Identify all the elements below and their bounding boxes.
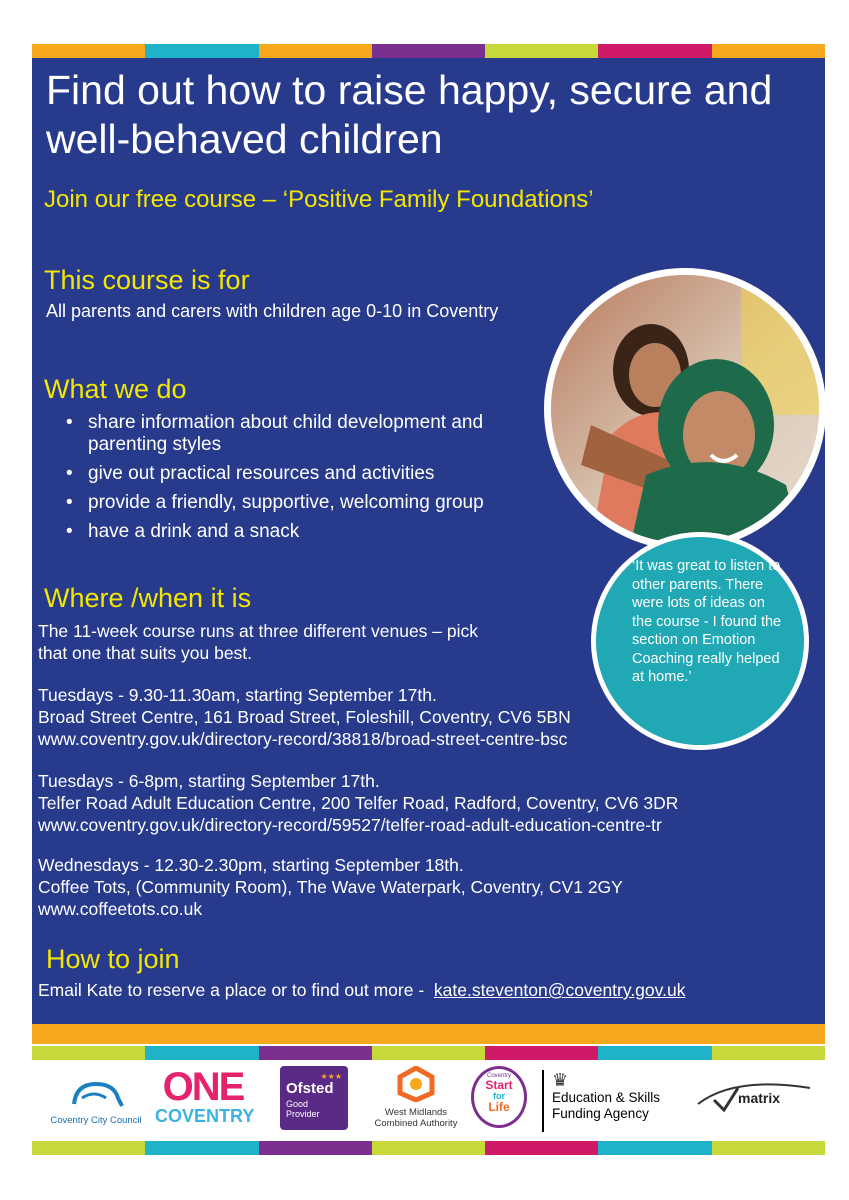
coventry-city-council-logo [46, 1076, 146, 1126]
bottom-color-stripe-3 [32, 1141, 825, 1155]
one-text: ONE [162, 1065, 244, 1109]
venue-time: Tuesdays - 9.30-11.30am, starting September 17th. [38, 685, 437, 705]
venue-url[interactable]: www.coventry.gov.uk/directory-record/38818/broad-street-centre-bsc [38, 729, 568, 749]
list-item: • share information about child development and parenting styles [60, 412, 560, 456]
elephant-icon [46, 1076, 146, 1110]
start-for-life-top: Coventry [486, 1073, 511, 1079]
mother-daughter-illustration [551, 275, 819, 543]
testimonial-quote: ‘It was great to listen to other parents. There were lots of ideas on the course - I found the section on Emotion Coaching really helped at home.’ [632, 558, 782, 685]
wmca-hexagon-icon [396, 1066, 436, 1102]
ofsted-stars-icon: ★★★ [320, 1072, 342, 1081]
wmca-text-2: Combined Authority [374, 1118, 458, 1129]
life-text: Life [488, 1100, 510, 1114]
subtitle: Join our free course – ‘Positive Family Foundations’ [44, 186, 594, 213]
venue-block [38, 854, 808, 920]
list-item: • give out practical resources and activities [60, 463, 560, 485]
start-text: Start [485, 1078, 513, 1092]
testimonial-bubble [591, 532, 809, 750]
coventry-council-text: Coventry City Council [50, 1115, 142, 1126]
list-item: • have a drink and a snack [60, 521, 560, 543]
matrix-text: matrix [738, 1090, 781, 1106]
matrix-logo [694, 1074, 814, 1130]
family-photo [544, 268, 826, 550]
where-intro: The 11-week course runs at three different venues – pick that one that suits you best. [38, 621, 479, 663]
bottom-color-stripe-1 [32, 1024, 825, 1044]
esfa-text-1: Education & Skills [552, 1090, 661, 1105]
join-instructions: Email Kate to reserve a place or to find out more - [38, 980, 430, 1000]
venue-time: Wednesdays - 12.30-2.30pm, starting September 18th. [38, 855, 464, 875]
venue-time: Tuesdays - 6-8pm, starting September 17th. [38, 771, 380, 791]
venue-block [38, 770, 808, 836]
ofsted-text: Ofsted [286, 1080, 334, 1097]
wmca-logo [370, 1066, 462, 1130]
what-heading: What we do [44, 374, 187, 404]
list-item: • provide a friendly, supportive, welcoming group [60, 492, 560, 514]
crest-icon: ♛ [552, 1070, 569, 1090]
where-heading: Where /when it is [44, 583, 252, 613]
venue-place: Broad Street Centre, 161 Broad Street, Foleshill, Coventry, CV6 5BN [38, 707, 571, 727]
venue-place: Telfer Road Adult Education Centre, 200 Telfer Road, Radford, Coventry, CV6 3DR [38, 793, 679, 813]
bottom-color-stripe-2 [32, 1046, 825, 1060]
ofsted-logo [280, 1066, 348, 1130]
venue-place: Coffee Tots, (Community Room), The Wave Waterpark, Coventry, CV1 2GY [38, 877, 623, 897]
what-list [60, 412, 560, 550]
venue-url[interactable]: www.coffeetots.co.uk [38, 899, 203, 919]
coventry-text: COVENTRY [155, 1106, 255, 1126]
one-coventry-logo [155, 1065, 255, 1130]
start-for-life-logo [471, 1066, 527, 1128]
join-text [38, 979, 818, 1001]
esfa-text-2: Funding Agency [552, 1106, 649, 1121]
wmca-text-1: West Midlands [384, 1107, 448, 1118]
for-heading: This course is for [44, 265, 250, 295]
email-link[interactable]: kate.steventon@coventry.gov.uk [433, 980, 686, 1000]
page-title: Find out how to raise happy, secure and well-behaved children [46, 67, 773, 162]
ofsted-subtext: Good Provider [286, 1099, 320, 1119]
for-text: All parents and carers with children age 0-10 in Coventry [46, 301, 499, 321]
join-heading: How to join [46, 944, 180, 974]
esfa-logo [542, 1070, 682, 1132]
venue-url[interactable]: www.coventry.gov.uk/directory-record/59527/telfer-road-adult-education-centre-tr [38, 815, 662, 835]
for-text: for [493, 1091, 505, 1101]
top-color-stripe [32, 44, 825, 58]
